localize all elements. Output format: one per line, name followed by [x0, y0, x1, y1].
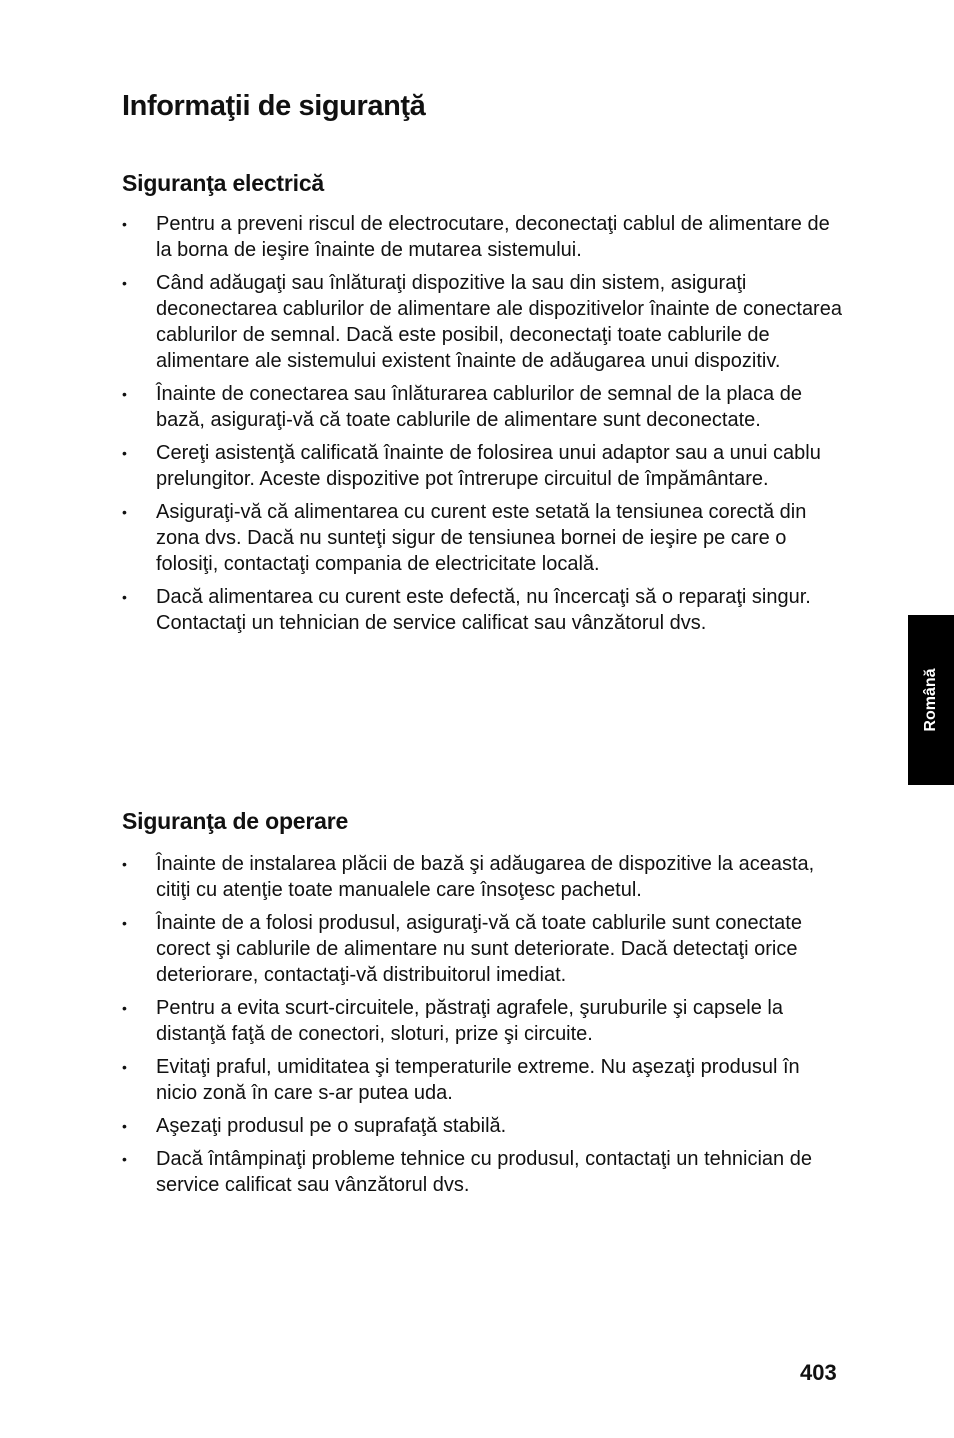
list-item — [122, 1054, 842, 1106]
section-heading-operation-safety: Siguranţa de operare — [122, 808, 349, 834]
bullet-icon: • — [122, 445, 127, 461]
bullet-icon: • — [122, 504, 127, 520]
list-item — [122, 910, 842, 988]
bullet-icon: • — [122, 589, 127, 605]
list-item — [122, 440, 842, 492]
operation-safety-list — [122, 851, 842, 1205]
bullet-icon: • — [122, 275, 127, 291]
bullet-icon: • — [122, 1151, 127, 1167]
list-item-text: Cereţi asistenţă calificată înainte de folosirea unui adaptor sau a unui cablu prelungitor. Aceste dispozitive pot întrerupe circuitul de împământare. — [156, 442, 821, 490]
list-item-text: Când adăugaţi sau înlăturaţi dispozitive la sau din sistem, asiguraţi deconectarea cablurilor de alimentare ale dispozitivelor înainte de conectarea cablurilor de semnal. Dacă este posibil, deconectaţi toate cablurile de alimentare ale sistemului existent înainte de adăugarea unui dispozitiv. — [156, 272, 842, 372]
bullet-icon: • — [122, 1059, 127, 1075]
language-tab-label: Română — [922, 668, 939, 732]
list-item-text: Evitaţi praful, umiditatea şi temperaturile extreme. Nu aşezaţi produsul în nicio zonă în care s-ar putea uda. — [156, 1056, 800, 1104]
list-item — [122, 1146, 842, 1198]
list-item — [122, 270, 842, 374]
list-item-text: Dacă întâmpinaţi probleme tehnice cu produsul, contactaţi un tehnician de service calificat sau vânzătorul dvs. — [156, 1148, 812, 1196]
bullet-icon: • — [122, 915, 127, 931]
list-item-text: Înainte de instalarea plăcii de bază şi adăugarea de dispozitive la aceasta, citiţi cu atenţie toate manualele care însoţesc pachetul. — [156, 853, 815, 901]
bullet-icon: • — [122, 1000, 127, 1016]
list-item-text: Asiguraţi-vă că alimentarea cu curent este setată la tensiunea corectă din zona dvs. Dacă nu sunteţi sigur de tensiunea bornei de ieşire pe care o folosiţi, contactaţi compania de electricitate locală. — [156, 501, 807, 575]
list-item — [122, 1113, 842, 1139]
list-item-text: Pentru a preveni riscul de electrocutare, deconectaţi cablul de alimentare de la borna de ieşire înainte de mutarea sistemului. — [156, 213, 830, 261]
list-item-text: Înainte de conectarea sau înlăturarea cablurilor de semnal de la placa de bază, asiguraţi-vă că toate cablurile de alimentare sunt deconectate. — [156, 383, 802, 431]
bullet-icon: • — [122, 386, 127, 402]
list-item-text: Aşezaţi produsul pe o suprafaţă stabilă. — [156, 1115, 507, 1137]
language-side-tab — [908, 615, 954, 785]
list-item — [122, 851, 842, 903]
list-item-text: Dacă alimentarea cu curent este defectă, nu încercaţi să o reparaţi singur. Contactaţi un tehnician de service calificat sau vânzătorul dvs. — [156, 586, 811, 634]
bullet-icon: • — [122, 216, 127, 232]
bullet-icon: • — [122, 856, 127, 872]
list-item — [122, 995, 842, 1047]
list-item-text: Pentru a evita scurt-circuitele, păstraţi agrafele, şuruburile şi capsele la distanţă faţă de conectori, sloturi, prize şi circuite. — [156, 997, 783, 1045]
bullet-icon: • — [122, 1118, 127, 1134]
list-item — [122, 211, 842, 263]
list-item — [122, 381, 842, 433]
list-item-text: Înainte de a folosi produsul, asiguraţi-vă că toate cablurile sunt conectate corect şi cablurile de alimentare nu sunt deteriorate. Dacă detectaţi orice deteriorare, contactaţi-vă distribuitorul imediat. — [156, 912, 802, 986]
section-heading-electrical-safety: Siguranţa electrică — [122, 170, 325, 196]
list-item — [122, 584, 842, 636]
page-title: Informaţii de siguranţă — [122, 90, 426, 122]
page-number: 403 — [800, 1360, 837, 1385]
list-item — [122, 499, 842, 577]
electrical-safety-list — [122, 211, 842, 643]
